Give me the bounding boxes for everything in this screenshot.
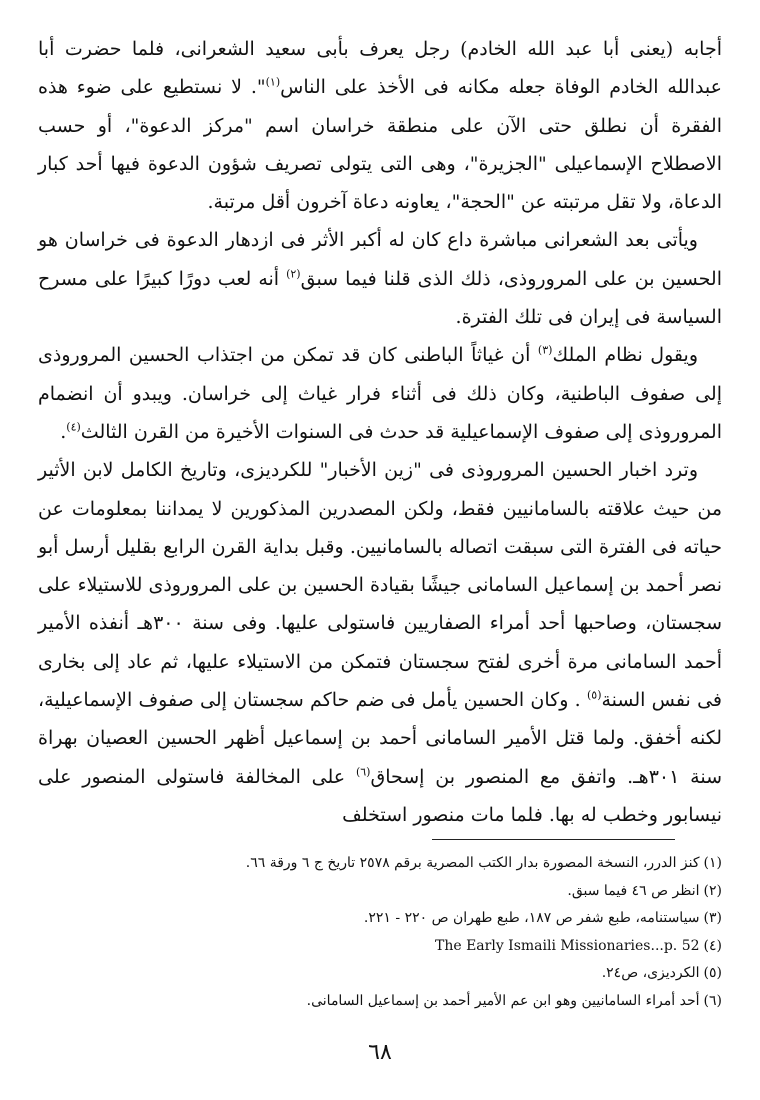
- footnote-text: The Early Ismaili Missionaries...p. 52: [435, 937, 700, 954]
- footnote-text: أحد أمراء السامانيين وهو ابن عم الأمير أحمد بن إسماعيل السامانى.: [306, 992, 700, 1009]
- footnote-text: الكرديزى، ص٢٤.: [601, 965, 700, 981]
- footnote-number: (٥): [703, 965, 722, 981]
- paragraph-text: أجابه (يعنى أبا عبد الله الخادم) رجل يعرف بأبى سعيد الشعرانى، فلما حضرت أبا عبدالله الخادم الوفاة جعله مكانه فى الأخذ على الناس: [38, 38, 722, 99]
- footnote-reference: (٥): [586, 688, 602, 702]
- page-number: ٦٨: [368, 1040, 392, 1065]
- paragraph-text: ويأتى بعد الشعرانى مباشرة داع كان له أكبر الأثر فى ازدهار الدعوة فى خراسان هو الحسين بن على المروروذى، ذلك الذى قلنا فيما سبق: [38, 229, 722, 290]
- footnote-reference: (١): [265, 75, 281, 89]
- footnotes: [38, 850, 722, 1015]
- footnote-reference: (٤): [66, 420, 81, 434]
- paragraph-text: .: [60, 420, 67, 443]
- paragraph-text: . وكان الحسين يأمل فى ضم حاكم سجستان إلى صفوف الإسماعيلية، لكنه أخفق. ولما قتل الأمير السامانى أحمد بن إسماعيل أظهر الحسين العصيان بهراة سنة ٣٠١هـ. واتفق مع المنصور بن إسحاق: [38, 689, 722, 788]
- footnote: [38, 905, 722, 933]
- paragraph-text: وترد اخبار الحسين المروروذى فى "زين الأخبار" للكرديزى، وتاريخ الكامل لابن الأثير من حيث علاقته بالسامانيين فقط، ولكن المصدرين المذكورين لا يمداننا بمعلومات عن حياته فى الفترة التى سبقت اتصاله بالسامانيين. وقبل بداية القرن الرابع بقليل أرسل أبو نصر أحمد بن إسماعيل السامانى جيشًا بقيادة الحسين بن على المروروذى للاستيلاء على سجستان، وصاحبها أحد أمراء الصفاريين فاستولى عليها. وفى سنة ٣٠٠هـ أنفذه الأمير أحمد السامانى مرة أخرى لفتح سجستان فتمكن من الاستيلاء عليها، ثم عاد إلى بخارى فى نفس السنة: [38, 459, 722, 712]
- paragraph-text: ". لا نستطيع على ضوء هذه الفقرة أن نطلق حتى الآن على منطقة خراسان اسم "مركز الدعوة"، أو حسب الاصطلاح الإسماعيلى "الجزيرة"، وهى التى يتولى تصريف شؤون الدعوة فيها أحد كبار الدعاة، ولا تقل مرتبته عن "الحجة"، يعاونه دعاة آخرون أقل مرتبة.: [38, 76, 722, 214]
- paragraph-text: ويقول نظام الملك: [552, 344, 698, 367]
- footnote: [38, 878, 722, 906]
- footnote-number: (٣): [703, 910, 722, 926]
- main-text: [38, 30, 722, 834]
- footnote-text: كنز الدرر، النسخة المصورة بدار الكتب المصرية برقم ٢٥٧٨ تاريخ ج ٦ ورقة ٦٦.: [245, 855, 700, 871]
- footnote-number: (٢): [703, 882, 722, 899]
- paragraph-text: أن غياثاً الباطنى كان قد تمكن من اجتذاب الحسين المروروذى إلى صفوف الباطنية، وكان ذلك فى أثناء فرار غياث إلى خراسان. ويبدو أن انضمام المروروذى إلى صفوف الإسماعيلية قد حدث فى السنوات الأخيرة من القرن الثالث: [38, 344, 722, 443]
- footnote-number: (٦): [703, 992, 722, 1009]
- footnote: [38, 850, 722, 878]
- footnote-text: سياستنامه، طبع شفر ص ١٨٧، طبع طهران ص ٢٢٠ - ٢٢١.: [363, 910, 700, 926]
- footnote: [38, 960, 722, 988]
- paragraph: [38, 30, 722, 221]
- footnote-reference: (٢): [286, 267, 301, 281]
- footnote-number: (٤): [703, 937, 722, 954]
- footnote: [38, 933, 722, 961]
- paragraph: [38, 451, 722, 834]
- footnote-reference: (٦): [355, 765, 371, 779]
- paragraph-text: على المخالفة فاستولى المنصور على نيسابور وخطب له بها. فلما مات منصور استخلف: [38, 765, 722, 826]
- paragraph: [38, 221, 722, 336]
- footnote-number: (١): [703, 855, 722, 871]
- footnote-text: انظر ص ٤٦ فيما سبق.: [567, 882, 700, 899]
- footnote: [38, 988, 722, 1016]
- paragraph: [38, 336, 722, 451]
- paragraph-text: أنه لعب دورًا كبيرًا على مسرح السياسة فى إيران فى تلك الفترة.: [38, 267, 722, 329]
- footnote-reference: (٣): [537, 344, 553, 358]
- footnote-divider: [432, 839, 675, 840]
